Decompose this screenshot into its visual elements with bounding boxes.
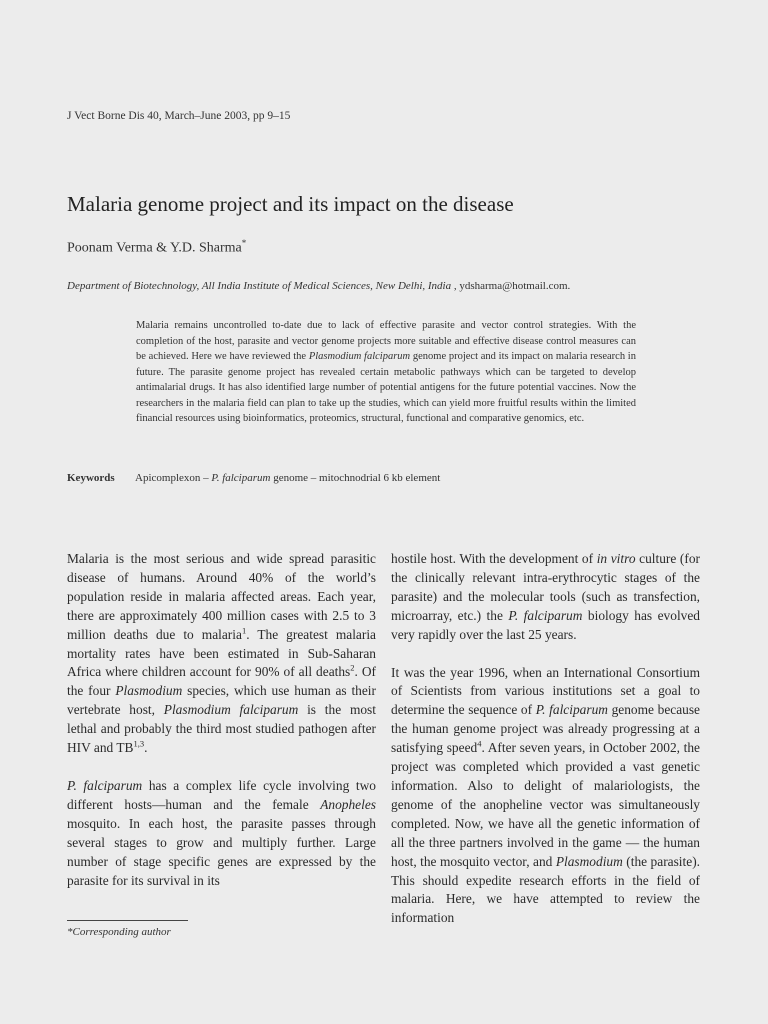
author-line [67, 238, 246, 257]
italic-term: P. falciparum [508, 607, 583, 623]
body-column-left [67, 550, 376, 909]
body-column-right [391, 550, 700, 947]
text: . Of the four [67, 664, 377, 699]
affiliation-dept: Department of Biotechnology, All India Institute of Medical Sciences, New Delhi, India , [67, 280, 457, 292]
keyword-text: Apicomplexon – [135, 472, 212, 484]
paragraph [67, 777, 376, 890]
abstract [136, 318, 636, 427]
text: culture (for the clinically relevant intra-erythrocytic stages of the parasite) and the molecular tools (such as transfection, microarray, etc.) the [391, 551, 700, 623]
footnote-rule [67, 920, 188, 921]
citation-ref: 1,3 [133, 738, 145, 749]
corresponding-mark: * [241, 238, 247, 248]
keyword-text-cont: genome – mitochnodrial 6 kb element [270, 472, 441, 484]
affiliation [67, 280, 570, 292]
italic-term: Plasmodium [115, 683, 183, 699]
text: species, which use human as their vertebrate host, [67, 683, 376, 718]
abstract-species: Plasmodium falciparum [308, 351, 411, 362]
text: . The greatest malaria mortality rates have been estimated in Sub-Saharan Africa where children account for 90% of all deaths [67, 626, 376, 680]
text: is the most lethal and probably the third most studied pathogen after HIV and TB [67, 702, 376, 756]
text: (the parasite). This should expedite research efforts in the field of malaria. Here, we have attempted to review the information [391, 853, 700, 926]
text: hostile host. With the development of [391, 551, 597, 566]
text: has a complex life cycle involving two different hosts—human and the female [67, 777, 377, 812]
italic-term: in vitro [596, 551, 636, 566]
keyword-species: P. falciparum [211, 472, 271, 484]
text: Malaria is the most serious and wide spread parasitic disease of humans. Around 40% of the world’s population reside in malaria affected areas. Each year, there are approximately 400 million cases with 2.5 to 3 million deaths due to malaria [67, 551, 376, 642]
text: mosquito. In each host, the parasite passes through several stages to grow and multiply further. Large number of stage specific genes are expressed by the parasite for its survival in its [67, 815, 376, 888]
text: biology has evolved very rapidly over the last 25 years. [391, 607, 700, 642]
paragraph [391, 550, 700, 645]
citation-ref: 1 [241, 625, 247, 636]
text: genome because the human genome project was already progressing at a satisfying speed [391, 702, 700, 756]
text: . After seven years, in October 2002, the project was completed which provided a vast genetic information. Also to delight of malariologists, the genome of the anopheline vector was simultaneously completed. Now, we have all the genetic information of all the three partners involved in the game — the human host, the mosquito vector, and [391, 740, 700, 869]
abstract-text-cont: genome project and its impact on malaria research in future. The parasite genome project has revealed certain metabolic pathways which can be targeted to develop antimalarial drugs. It has also identified large number of potential antigens for the future potential vaccines. Now the researchers in the malaria field can plan to take up the studies, which can yield more fruitful results within the limited financial resources using bioinformatics, proteomics, structural, functional and comparative genomics, etc. [136, 351, 636, 424]
article-title: Malaria genome project and its impact on the disease [67, 192, 514, 216]
journal-citation: J Vect Borne Dis 40, March–June 2003, pp 9–15 [67, 110, 291, 122]
paragraph [391, 664, 700, 929]
abstract-text: Malaria remains uncontrolled to-date due to lack of effective parasite and vector control strategies. With the completion of the host, parasite and vector genome projects more suitable and effective disease control measures can be achieved. Here we have reviewed the [136, 320, 636, 362]
italic-term: Plasmodium falciparum [163, 702, 299, 718]
text: It was the year 1996, when an International Consortium of Scientists from various institutions set a goal to determine the sequence of [391, 664, 700, 718]
paragraph [67, 550, 376, 758]
citation-ref: 2 [350, 662, 355, 673]
author-names: Poonam Verma & Y.D. Sharma [67, 240, 242, 256]
text: . [144, 740, 148, 756]
citation-ref: 4 [477, 738, 482, 749]
footnote: *Corresponding author [67, 926, 171, 938]
keywords-label: Keywords [67, 472, 115, 484]
keywords [67, 472, 440, 484]
italic-term: Anopheles [320, 796, 376, 812]
italic-term: P. falciparum [535, 702, 608, 718]
italic-term: Plasmodium [555, 853, 623, 869]
author-email: ydsharma@hotmail.com. [459, 280, 571, 292]
italic-term: P. falciparum [67, 777, 143, 793]
